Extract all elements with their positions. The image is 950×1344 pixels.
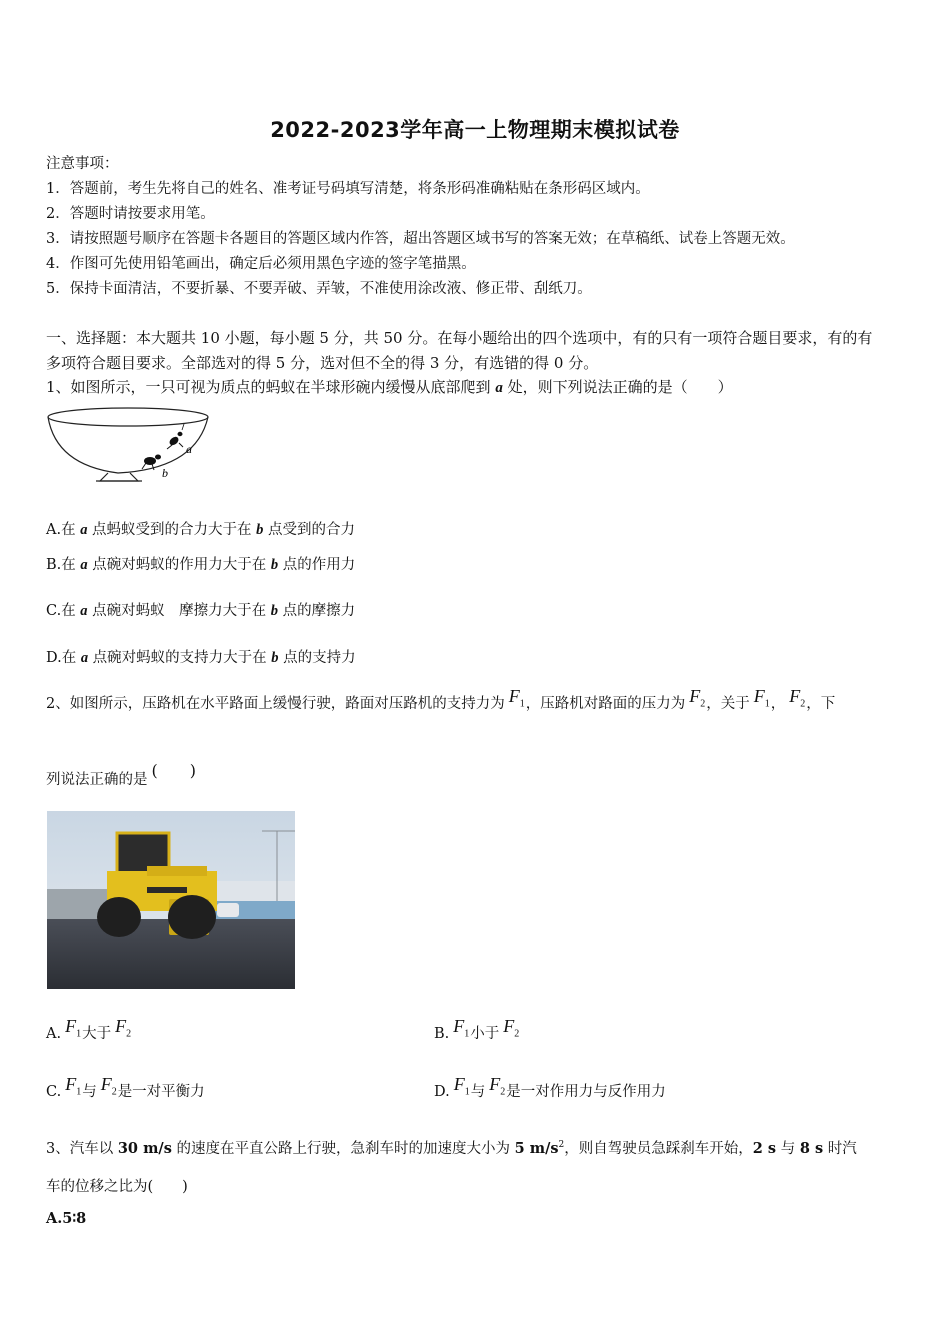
q3-option-a[interactable]: A.5∶8 xyxy=(46,1210,87,1227)
notice-item-5: 5．保持卡面清洁，不要折暴、不要弄破、弄皱，不准使用涂改液、修正带、刮纸刀。 xyxy=(46,281,592,297)
q2-option-c[interactable]: C. $F_1$与 $F_2$是一对平衡力 xyxy=(46,1074,205,1100)
q1-option-b[interactable]: B.在 a 点碗对蚂蚁的作用力大于在 b 点的作用力 xyxy=(46,557,356,573)
ant-icon xyxy=(167,424,184,449)
q1-option-d[interactable]: D.在 a 点碗对蚂蚁的支持力大于在 b 点的支持力 xyxy=(46,650,356,666)
q2-option-b[interactable]: B. $F_1$小于 $F_2$ xyxy=(434,1016,520,1042)
q1-option-c[interactable]: C.在 a 点碗对蚂蚁 摩擦力大于在 b 点的摩擦力 xyxy=(46,603,356,619)
exam-title: 2022-2023学年高一上物理期末模拟试卷 xyxy=(270,118,680,142)
point-a-label: a xyxy=(186,442,192,456)
notice-item-2: 2．答题时请按要求用笔。 xyxy=(46,206,215,222)
section-intro-line-1: 一、选择题：本大题共 10 小题，每小题 5 分，共 50 分。在每小题给出的四个选项中，有的只有一项符合题目要求，有的有 xyxy=(46,329,873,347)
notice-item-1: 1．答题前，考生先将自己的姓名、准考证号码填写清楚，将条形码准确粘贴在条形码区域内。 xyxy=(46,181,650,197)
question-2-stem-line-1: 2、如图所示，压路机在水平路面上缓慢行驶，路面对压路机的支持力为 $F_1$，压路机对路面的压力为 $F_2$，关于 $F_1$， $F_2$，下 xyxy=(46,686,836,712)
q1-option-a[interactable]: A.在 a 点蚂蚁受到的合力大于在 b 点受到的合力 xyxy=(46,522,356,538)
question-3-stem-line-1: 3、汽车以 30 m/s 的速度在平直公路上行驶，急刹车时的加速度大小为 5 $m/s^2$，则自驾驶员急踩刹车开始，2 s 与 8 s 时汽 xyxy=(46,1140,857,1157)
question-3-stem-line-2: 车的位移之比为( ) xyxy=(46,1179,188,1195)
q2-option-a[interactable]: A. $F_1$大于 $F_2$ xyxy=(46,1016,132,1042)
road-roller-photo xyxy=(47,811,295,989)
section-intro-line-2: 多项符合题目要求。全部选对的得 5 分，选对但不全的得 3 分，有选错的得 0 分。 xyxy=(46,354,599,372)
q2-option-d[interactable]: D. $F_1$与 $F_2$是一对作用力与反作用力 xyxy=(434,1074,666,1100)
question-1-stem: 1、如图所示，一只可视为质点的蚂蚁在半球形碗内缓慢从底部爬到 a 处，则下列说法正确的是（ ） xyxy=(46,378,733,396)
point-b-label: b xyxy=(162,466,168,480)
notice-item-3: 3．请按照题号顺序在答题卡各题目的答题区域内作答，超出答题区域书写的答案无效；在草稿纸、试卷上答题无效。 xyxy=(46,231,795,247)
question-2-stem-line-2: 列说法正确的是 ( ) xyxy=(46,761,196,788)
ant-icon xyxy=(142,455,161,471)
bowl-ant-figure xyxy=(46,403,226,485)
notice-item-4: 4．作图可先使用铅笔画出，确定后必须用黑色字迹的签字笔描黑。 xyxy=(46,256,476,272)
notice-heading: 注意事项： xyxy=(46,156,119,172)
